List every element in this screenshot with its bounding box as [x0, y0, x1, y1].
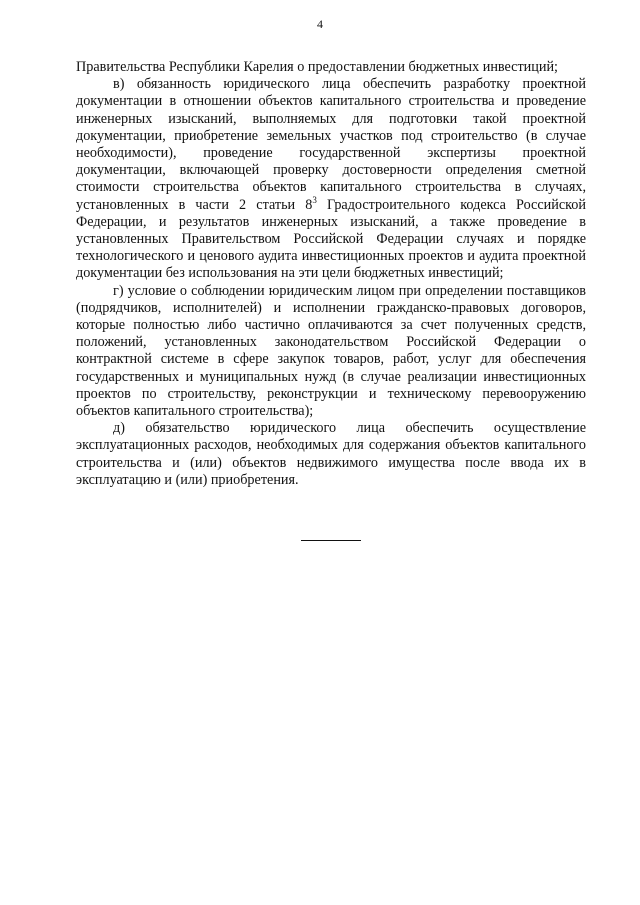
end-of-document-rule [301, 540, 361, 541]
document-body [76, 59, 586, 489]
paragraph-item-g: г) условие о соблюдении юридическим лицом при определении поставщиков (подрядчиков, исполнителей) и исполнении гражданско-правовых договоров, которые полностью либо частично оплачиваются за счет полученных средств, положений, установленных законодательством Российской Федерации о контрактной системе в сфере закупок товаров, работ, услуг для обеспечения государственных и муниципальных нужд (в случае реализации инвестиционных проектов по строительству, реконструкции и техническому перевооружению объектов капитального строительства); [76, 282, 586, 420]
paragraph-item-d: д) обязательство юридического лица обеспечить осуществление эксплуатационных расходов, необходимых для содержания объектов капитального строительства и (или) объектов недвижимого имущества после ввода их в эксплуатацию и (или) приобретения. [76, 420, 586, 488]
page-number: 4 [317, 17, 323, 31]
paragraph-item-v [76, 76, 586, 282]
paragraph-item-v-text-start: в) обязанность юридического лица обеспечить разработку проектной документации в отношении объектов капитального строительства и проведение инженерных изысканий, выполняемых для подготовки такой проектной документации, приобретение земельных участков под строительство (в случае необходимости), проведение государственной экспертизы проектной документации, включающей проверку достоверности определения сметной стоимости строительства объектов капитального строительства в случаях, установленных в части 2 статьи 8 [76, 76, 586, 213]
paragraph-item-v-text-end: Градостроительного кодекса Российской Федерации, и результатов инженерных изысканий, а также проведение в установленных Правительством Российской Федерации случаях и порядке технологического и ценового аудита инвестиционных проектов и аудита проектной документации без использования на эти цели бюджетных инвестиций; [76, 196, 586, 282]
superscript-article-index: 3 [312, 194, 317, 205]
paragraph-continuation: Правительства Республики Карелия о предоставлении бюджетных инвестиций; [76, 59, 558, 75]
